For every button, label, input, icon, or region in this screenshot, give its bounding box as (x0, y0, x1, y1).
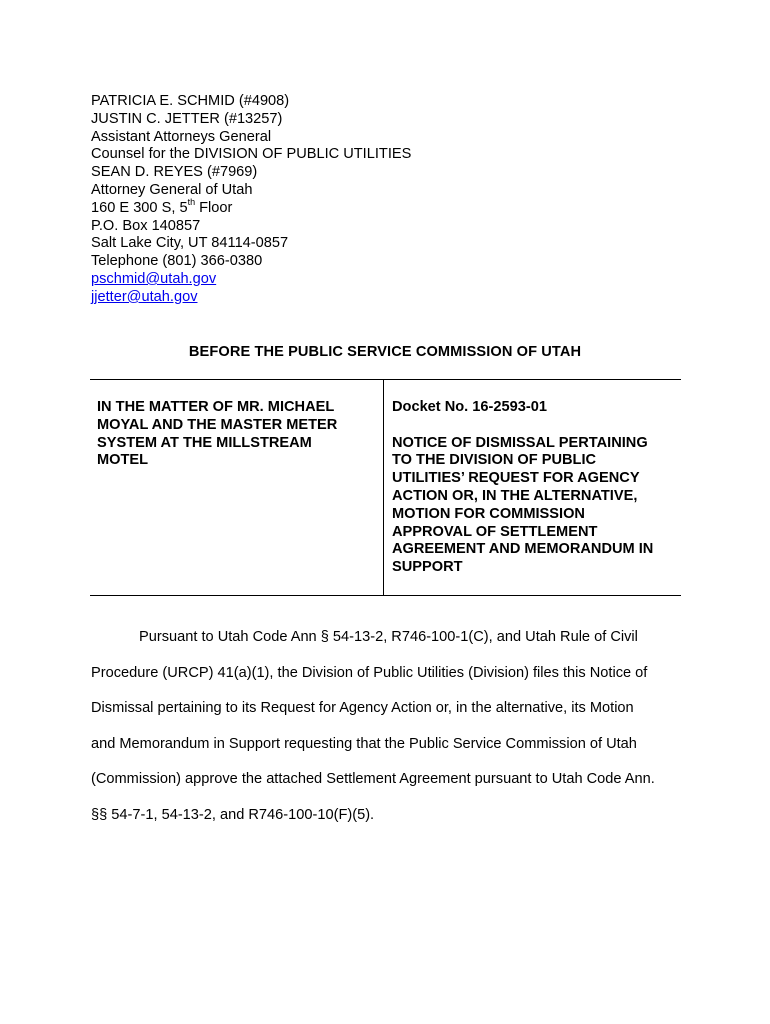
header-line: JUSTIN C. JETTER (#13257) (91, 110, 283, 127)
body-line: Procedure (URCP) 41(a)(1), the Division of Public Utilities (Division) files this Notice of (91, 664, 648, 681)
street-address (91, 196, 411, 218)
address-text: 160 E 300 S, 5 (91, 199, 188, 216)
matter-line: SYSTEM AT THE MILLSTREAM (97, 434, 312, 451)
email-link-jjetter[interactable]: jjetter@utah.gov (91, 288, 198, 305)
body-line: Dismissal pertaining to its Request for Agency Action or, in the alternative, its Motion (91, 700, 634, 717)
address-superscript: th (187, 196, 196, 207)
header-line: Counsel for the DIVISION OF PUBLIC UTILITIES (91, 146, 412, 163)
attorney-header (91, 93, 411, 307)
notice-line: AGREEMENT AND MEMORANDUM IN (392, 541, 654, 558)
header-line: Salt Lake City, UT 84114-0857 (91, 235, 289, 252)
header-line: Attorney General of Utah (91, 181, 253, 198)
header-line: P.O. Box 140857 (91, 217, 201, 234)
header-line: Assistant Attorneys General (91, 128, 272, 145)
notice-line: MOTION FOR COMMISSION (392, 505, 585, 522)
address-floor: Floor (195, 199, 233, 216)
notice-line: ACTION OR, IN THE ALTERNATIVE, (392, 487, 638, 504)
case-caption (90, 379, 681, 596)
court-title: BEFORE THE PUBLIC SERVICE COMMISSION OF UTAH (188, 344, 582, 360)
body-line: (Commission) approve the attached Settlement Agreement pursuant to Utah Code Ann. (91, 771, 655, 788)
matter-line: IN THE MATTER OF MR. MICHAEL (97, 399, 335, 415)
matter-line: MOYAL AND THE MASTER METER (97, 416, 338, 433)
matter-line: MOTEL (97, 452, 149, 469)
matter-title (97, 399, 367, 470)
notice-line: UTILITIES’ REQUEST FOR AGENCY (392, 470, 640, 487)
docket-number: Docket No. 16-2593-01 (392, 399, 547, 415)
email-link-pschmid[interactable]: pschmid@utah.gov (91, 270, 217, 287)
notice-line: APPROVAL OF SETTLEMENT (392, 523, 598, 540)
notice-line: SUPPORT (392, 559, 463, 576)
body-line: Pursuant to Utah Code Ann § 54-13-2, R746-100-1(C), and Utah Rule of Civil (139, 629, 638, 645)
notice-line: TO THE DIVISION OF PUBLIC (392, 452, 597, 469)
header-line: PATRICIA E. SCHMID (#4908) (91, 93, 290, 109)
header-line: SEAN D. REYES (#7969) (91, 164, 258, 181)
caption-divider (383, 380, 384, 595)
body-line: §§ 54-7-1, 54-13-2, and R746-100-10(F)(5). (91, 806, 375, 823)
docket-block (392, 399, 677, 577)
notice-line: NOTICE OF DISMISSAL PERTAINING (392, 434, 648, 451)
body-paragraph (91, 627, 691, 841)
header-line: Telephone (801) 366-0380 (91, 253, 263, 270)
body-line: and Memorandum in Support requesting that the Public Service Commission of Utah (91, 735, 637, 752)
